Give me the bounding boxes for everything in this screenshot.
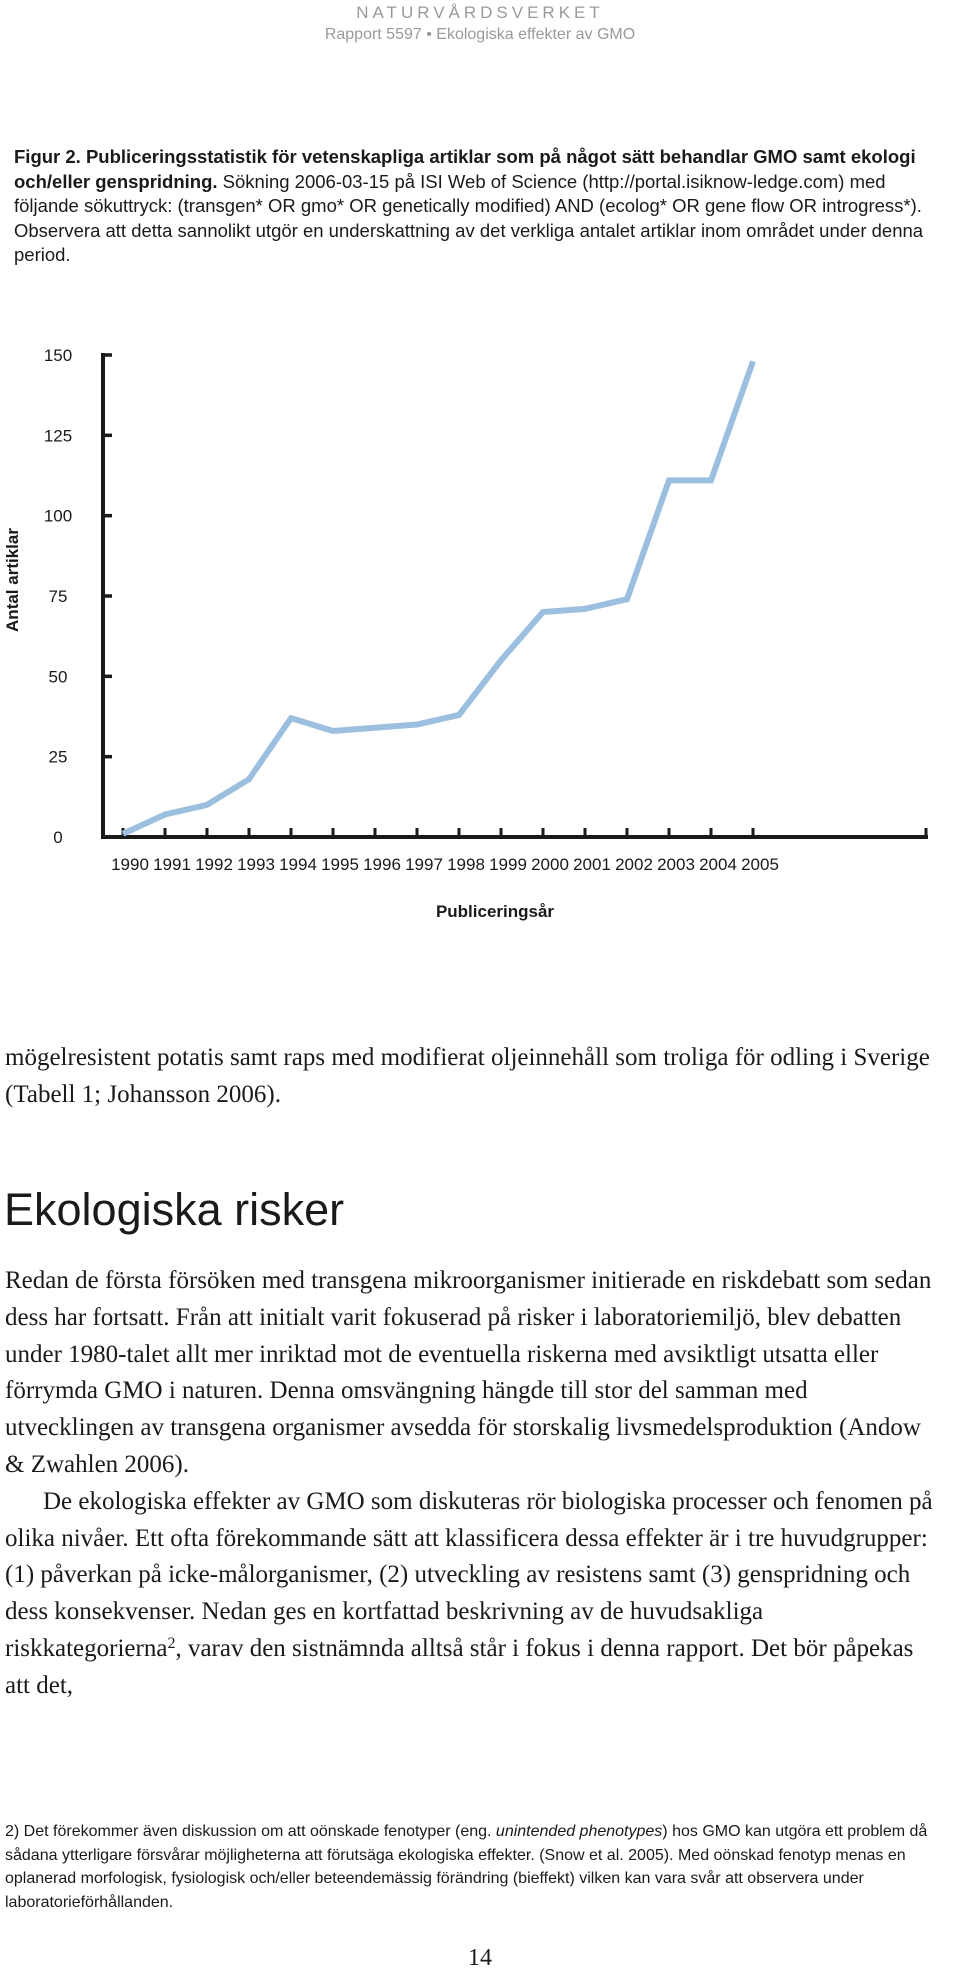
y-tick-label: 75 — [48, 587, 68, 606]
y-tick-label: 50 — [48, 667, 68, 687]
x-tick-label: 2004 — [699, 855, 737, 874]
header-report-title: Rapport 5597 • Ekologiska effekter av GMO — [324, 26, 636, 43]
x-tick-label: 1990 — [111, 855, 149, 874]
data-point — [459, 714, 460, 715]
footnote — [5, 1820, 940, 1914]
x-tick-label: 1998 — [447, 855, 485, 874]
y-tick-label: 100 — [43, 506, 73, 526]
x-axis-ticks — [111, 828, 926, 874]
data-point — [207, 804, 208, 805]
data-point — [249, 779, 250, 780]
x-tick-label: 2003 — [657, 855, 695, 874]
publication-chart — [0, 335, 960, 935]
paragraph-risk-debate: Redan de första försöken med transgena mikroorganismer initierade en riskdebatt som sedan dess har fortsatt. Från att initialt varit fokuserad på risker i laboratoriemiljö, blev debatten under 1980-talet allt mer inriktad mot de eventuella riskerna med avsiktligt utsatta eller förrymda GMO i naturen. Denna omsvängning hängde till stor del samman med utvecklingen av transgena organismer avsedda för storskalig livsmedelsproduktion (Andow & Zwahlen 2006). — [5, 1267, 932, 1478]
x-tick-label: 1993 — [237, 855, 275, 874]
x-tick-label: 1992 — [195, 855, 233, 874]
page-number: 14 — [468, 1945, 492, 1971]
x-tick-label: 1997 — [405, 855, 443, 874]
data-point — [585, 608, 586, 609]
paragraph-effects: De ekologiska effekter av GMO som diskuteras rör biologiska processer och fenomen på olika nivåer. Ett ofta förekommande sätt att klassificera dessa effekter är i tre huvudgrupper: (1) påverkan på icke-målorganismer, (2) utveckling av resistens samt (3) genspridning och dess konsekvenser. Nedan ges en kortfattad beskrivning av de huvudsakliga riskkategorierna — [5, 1487, 933, 1662]
chart-axes — [101, 353, 928, 837]
data-point — [333, 730, 334, 731]
footnote-text-start: 2) Det förekommer även diskussion om att oönskade fenotyper (eng. — [5, 1823, 496, 1840]
x-tick-label: 1999 — [489, 855, 527, 874]
chart-series — [123, 361, 754, 834]
x-tick-label: 1995 — [321, 855, 359, 874]
y-tick-label: 0 — [53, 828, 63, 847]
paragraph-intro: mögelresistent potatis samt raps med modifierat oljeinnehåll som troliga för odling i Sverige (Tabell 1; Johansson 2006). — [5, 1044, 930, 1108]
paragraph-effects-end: , varav den sistnämnda alltså står i fokus i denna rapport. Det bör påpekas att det, — [5, 1634, 914, 1699]
x-tick-label: 2000 — [531, 855, 569, 874]
x-tick-label: 2002 — [615, 855, 653, 874]
data-point — [501, 660, 502, 661]
data-point — [753, 361, 754, 362]
x-tick-label: 1996 — [363, 855, 401, 874]
data-point — [627, 599, 628, 600]
figure-caption-text: Sökning 2006-03-15 på ISI Web of Science (http://portal.isiknow-ledge.com) med följande sökuttryck: (transgen* OR gmo* OR genetically modified) AND (ecolog* OR gene flow OR introgress*). Observera att detta sannolikt utgör en underskattning av det verkliga antalet artiklar inom området under denna period. — [14, 170, 924, 265]
page-header — [0, 2, 960, 46]
x-axis-label: Publiceringsår — [435, 902, 555, 921]
footnote-italic-term: unintended phenotypes — [495, 1823, 663, 1840]
y-tick-label: 25 — [48, 747, 68, 767]
section-body — [5, 1263, 935, 1705]
data-point — [417, 724, 418, 725]
data-point — [165, 814, 166, 815]
figure-caption — [14, 145, 954, 268]
y-tick-label: 150 — [43, 346, 73, 365]
data-point — [543, 612, 544, 613]
data-point — [291, 718, 292, 719]
data-point — [711, 480, 712, 481]
x-tick-label: 1991 — [153, 855, 191, 874]
y-tick-label: 125 — [43, 426, 73, 446]
data-point — [123, 833, 124, 834]
series-line — [123, 361, 753, 833]
footnote-ref: 2 — [167, 1634, 176, 1652]
x-tick-label: 1994 — [279, 855, 317, 874]
y-axis-label: Antal artiklar — [3, 528, 22, 632]
data-point — [669, 480, 670, 481]
header-organization: NATURVÅRDSVERKET — [356, 3, 604, 22]
section-heading: Ekologiska risker — [4, 1184, 345, 1235]
x-tick-label: 2001 — [573, 855, 611, 874]
figure-caption-title: Figur 2. Publiceringsstatistik för vetenskapliga artiklar som på något sätt behandlar GMO samt ekologi och/eller genspridning. — [14, 146, 916, 192]
x-tick-label: 2005 — [741, 855, 779, 874]
footnote-text-end: ) hos GMO kan utgöra ett problem då sådana ytterligare försvårar möjligheterna att förutsäga ekologiska effekter. (Snow et al. 2005). Med oönskad fenotyp menas en oplanerad morfologisk, fysiologisk och/eller beteendemässig förändring (bieffekt) vilken kan vara svår att observera under laboratorieförhållanden. — [5, 1823, 928, 1911]
data-point — [375, 727, 376, 728]
